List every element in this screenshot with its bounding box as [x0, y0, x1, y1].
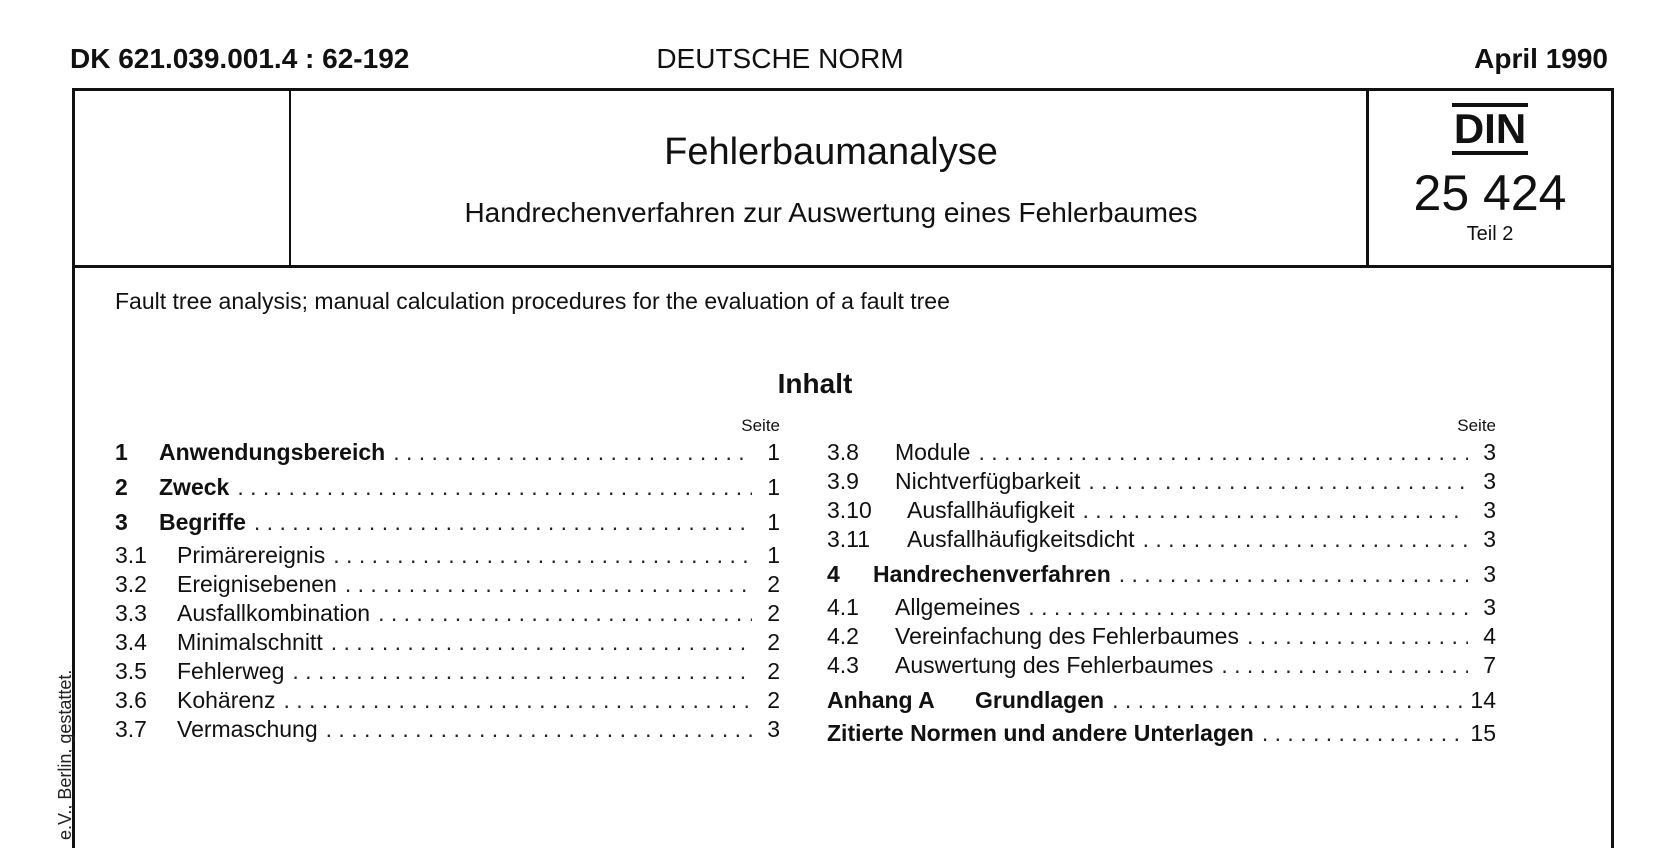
toc-entry-number: 3.8	[827, 439, 859, 465]
toc-entry	[115, 628, 780, 657]
toc-entry-label: Nichtverfügbarkeit	[895, 468, 1081, 494]
toc-entry-page: 3	[1483, 468, 1496, 494]
page-col-label: Seite	[1457, 416, 1496, 435]
toc-entry-number: 4.3	[827, 652, 859, 678]
toc-entry-label: Allgemeines	[895, 594, 1021, 620]
toc-entry	[827, 622, 1496, 651]
toc-leader-dots	[1028, 593, 1468, 622]
toc-leader-dots	[254, 508, 752, 537]
toc-entry-page: 2	[767, 687, 780, 713]
toc-entry-label: Ereignisebenen	[177, 571, 337, 597]
toc-left-list	[115, 438, 780, 744]
norm-label: DEUTSCHE NORM	[656, 43, 904, 74]
toc-entry-number: 4.2	[827, 623, 859, 649]
toc-entry	[827, 719, 1496, 748]
toc-entry	[827, 467, 1496, 496]
toc-entry	[115, 473, 780, 502]
toc-entry-number: 3.2	[115, 571, 147, 597]
toc-entry-label: Ausfallhäufigkeit	[907, 497, 1075, 523]
toc-entry-label: Vereinfachung des Fehlerbaumes	[895, 623, 1239, 649]
toc-leader-dots	[345, 570, 752, 599]
toc-leader-dots	[292, 657, 752, 686]
toc-entry-page: 1	[767, 509, 780, 535]
din-cell	[1366, 91, 1611, 265]
toc-entry-page: 7	[1483, 652, 1496, 678]
toc-entry-label: Kohärenz	[177, 687, 276, 713]
toc-leader-dots	[1083, 496, 1469, 525]
issue-date: April 1990	[1474, 43, 1608, 74]
toc-leader-dots	[1143, 525, 1468, 554]
toc-entry-page: 3	[1483, 439, 1496, 465]
side-note: e.V., Berlin, gestattet.	[55, 669, 75, 840]
toc-entry-page: 2	[767, 571, 780, 597]
toc-entry	[115, 438, 780, 467]
english-title: Fault tree analysis; manual calculation procedures for the evaluation of a fault tree	[115, 288, 950, 314]
toc-entry	[827, 525, 1496, 554]
toc-entry	[827, 651, 1496, 680]
toc-entry-number: 3.3	[115, 600, 147, 626]
din-logo	[1369, 103, 1611, 155]
toc-entry-label: Grundlagen	[975, 687, 1105, 713]
document-title: Fehlerbaumanalyse	[664, 131, 998, 173]
toc-leader-dots	[283, 686, 752, 715]
toc-entry-number: 3.11	[827, 526, 871, 552]
toc-entry-number: Anhang A	[827, 687, 935, 713]
toc-entry	[827, 593, 1496, 622]
toc-entry-number: 4	[827, 561, 840, 587]
dk-number: DK 621.039.001.4 : 62-192	[70, 43, 410, 74]
title-box-blank-cell	[75, 91, 291, 265]
toc-entry	[115, 599, 780, 628]
toc-leader-dots	[237, 473, 752, 502]
document-frame	[72, 88, 1614, 848]
din-part: Teil 2	[1466, 223, 1514, 245]
toc-leader-dots	[393, 438, 752, 467]
toc-entry-label: Zweck	[159, 474, 230, 500]
toc-entry-page: 3	[1483, 497, 1496, 523]
toc-leader-dots	[378, 599, 752, 628]
toc-entry-label: Ausfallkombination	[177, 600, 371, 626]
toc-entry-page: 3	[1483, 526, 1496, 552]
toc-entry	[827, 560, 1496, 589]
toc-entry-page: 2	[767, 658, 780, 684]
toc-entry-label: Minimalschnitt	[177, 629, 323, 655]
toc-entry-page: 1	[767, 474, 780, 500]
toc-entry	[827, 686, 1496, 715]
toc-heading: Inhalt	[777, 368, 853, 399]
toc-entry-page: 3	[1483, 594, 1496, 620]
toc-entry-page: 1	[767, 542, 780, 568]
toc-entry-label: Zitierte Normen und andere Unterlagen	[827, 720, 1254, 746]
toc-entry-page: 1	[767, 439, 780, 465]
toc-entry-label: Handrechenverfahren	[873, 561, 1111, 587]
toc-entry	[115, 715, 780, 744]
toc-entry	[115, 657, 780, 686]
toc-entry	[115, 570, 780, 599]
toc-left-column	[115, 416, 780, 744]
toc-entry-label: Module	[895, 439, 971, 465]
toc-entry-number: 2	[115, 474, 128, 500]
toc-leader-dots	[326, 715, 752, 744]
din-number: 25 424	[1413, 165, 1567, 221]
toc-leader-dots	[1088, 467, 1468, 496]
toc-entry-page: 2	[767, 600, 780, 626]
toc-entry	[115, 541, 780, 570]
page-col-label: Seite	[741, 416, 780, 435]
title-box	[75, 91, 1611, 268]
toc-entry-label: Begriffe	[159, 509, 246, 535]
toc-entry	[115, 508, 780, 537]
toc-leader-dots	[978, 438, 1468, 467]
toc-entry	[827, 496, 1496, 525]
toc-entry-number: 3.1	[115, 542, 147, 568]
toc-entry-number: 3.6	[115, 687, 147, 713]
toc-entry-number: 3	[115, 509, 128, 535]
toc-entry-label: Auswertung des Fehlerbaumes	[895, 652, 1214, 678]
toc-entry-page: 14	[1470, 687, 1496, 713]
toc-entry-number: 3.5	[115, 658, 147, 684]
toc-entry-label: Vermaschung	[177, 716, 318, 742]
toc-entry-number: 3.4	[115, 629, 147, 655]
toc-entry-number: 3.9	[827, 468, 859, 494]
toc-leader-dots	[333, 541, 752, 570]
toc-entry-page: 3	[767, 716, 780, 742]
document-subtitle: Handrechenverfahren zur Auswertung eines Fehlerbaumes	[464, 197, 1198, 228]
toc-entry-number: 3.10	[827, 497, 872, 523]
toc-entry-number: 1	[115, 439, 128, 465]
toc-entry-page: 2	[767, 629, 780, 655]
toc-entry-page: 15	[1470, 720, 1496, 746]
toc-right-list	[827, 438, 1496, 748]
toc-leader-dots	[331, 628, 752, 657]
toc-leader-dots	[1119, 560, 1468, 589]
toc-entry-page: 4	[1483, 623, 1496, 649]
toc-entry-page: 3	[1483, 561, 1496, 587]
toc-entry-label: Anwendungsbereich	[159, 439, 386, 465]
toc-leader-dots	[1221, 651, 1468, 680]
toc-right-column	[827, 416, 1496, 748]
title-cell	[291, 91, 1371, 265]
toc-leader-dots	[1262, 719, 1463, 748]
din-logo-text: DIN	[1452, 103, 1528, 155]
toc-entry-number: 4.1	[827, 594, 859, 620]
toc-entry	[827, 438, 1496, 467]
toc-entry-label: Ausfallhäufigkeitsdicht	[907, 526, 1135, 552]
toc-entry-label: Fehlerweg	[177, 658, 285, 684]
toc-entry-number: 3.7	[115, 716, 147, 742]
toc-leader-dots	[1112, 686, 1462, 715]
toc-entry	[115, 686, 780, 715]
toc-entry-label: Primärereignis	[177, 542, 326, 568]
toc-leader-dots	[1247, 622, 1468, 651]
